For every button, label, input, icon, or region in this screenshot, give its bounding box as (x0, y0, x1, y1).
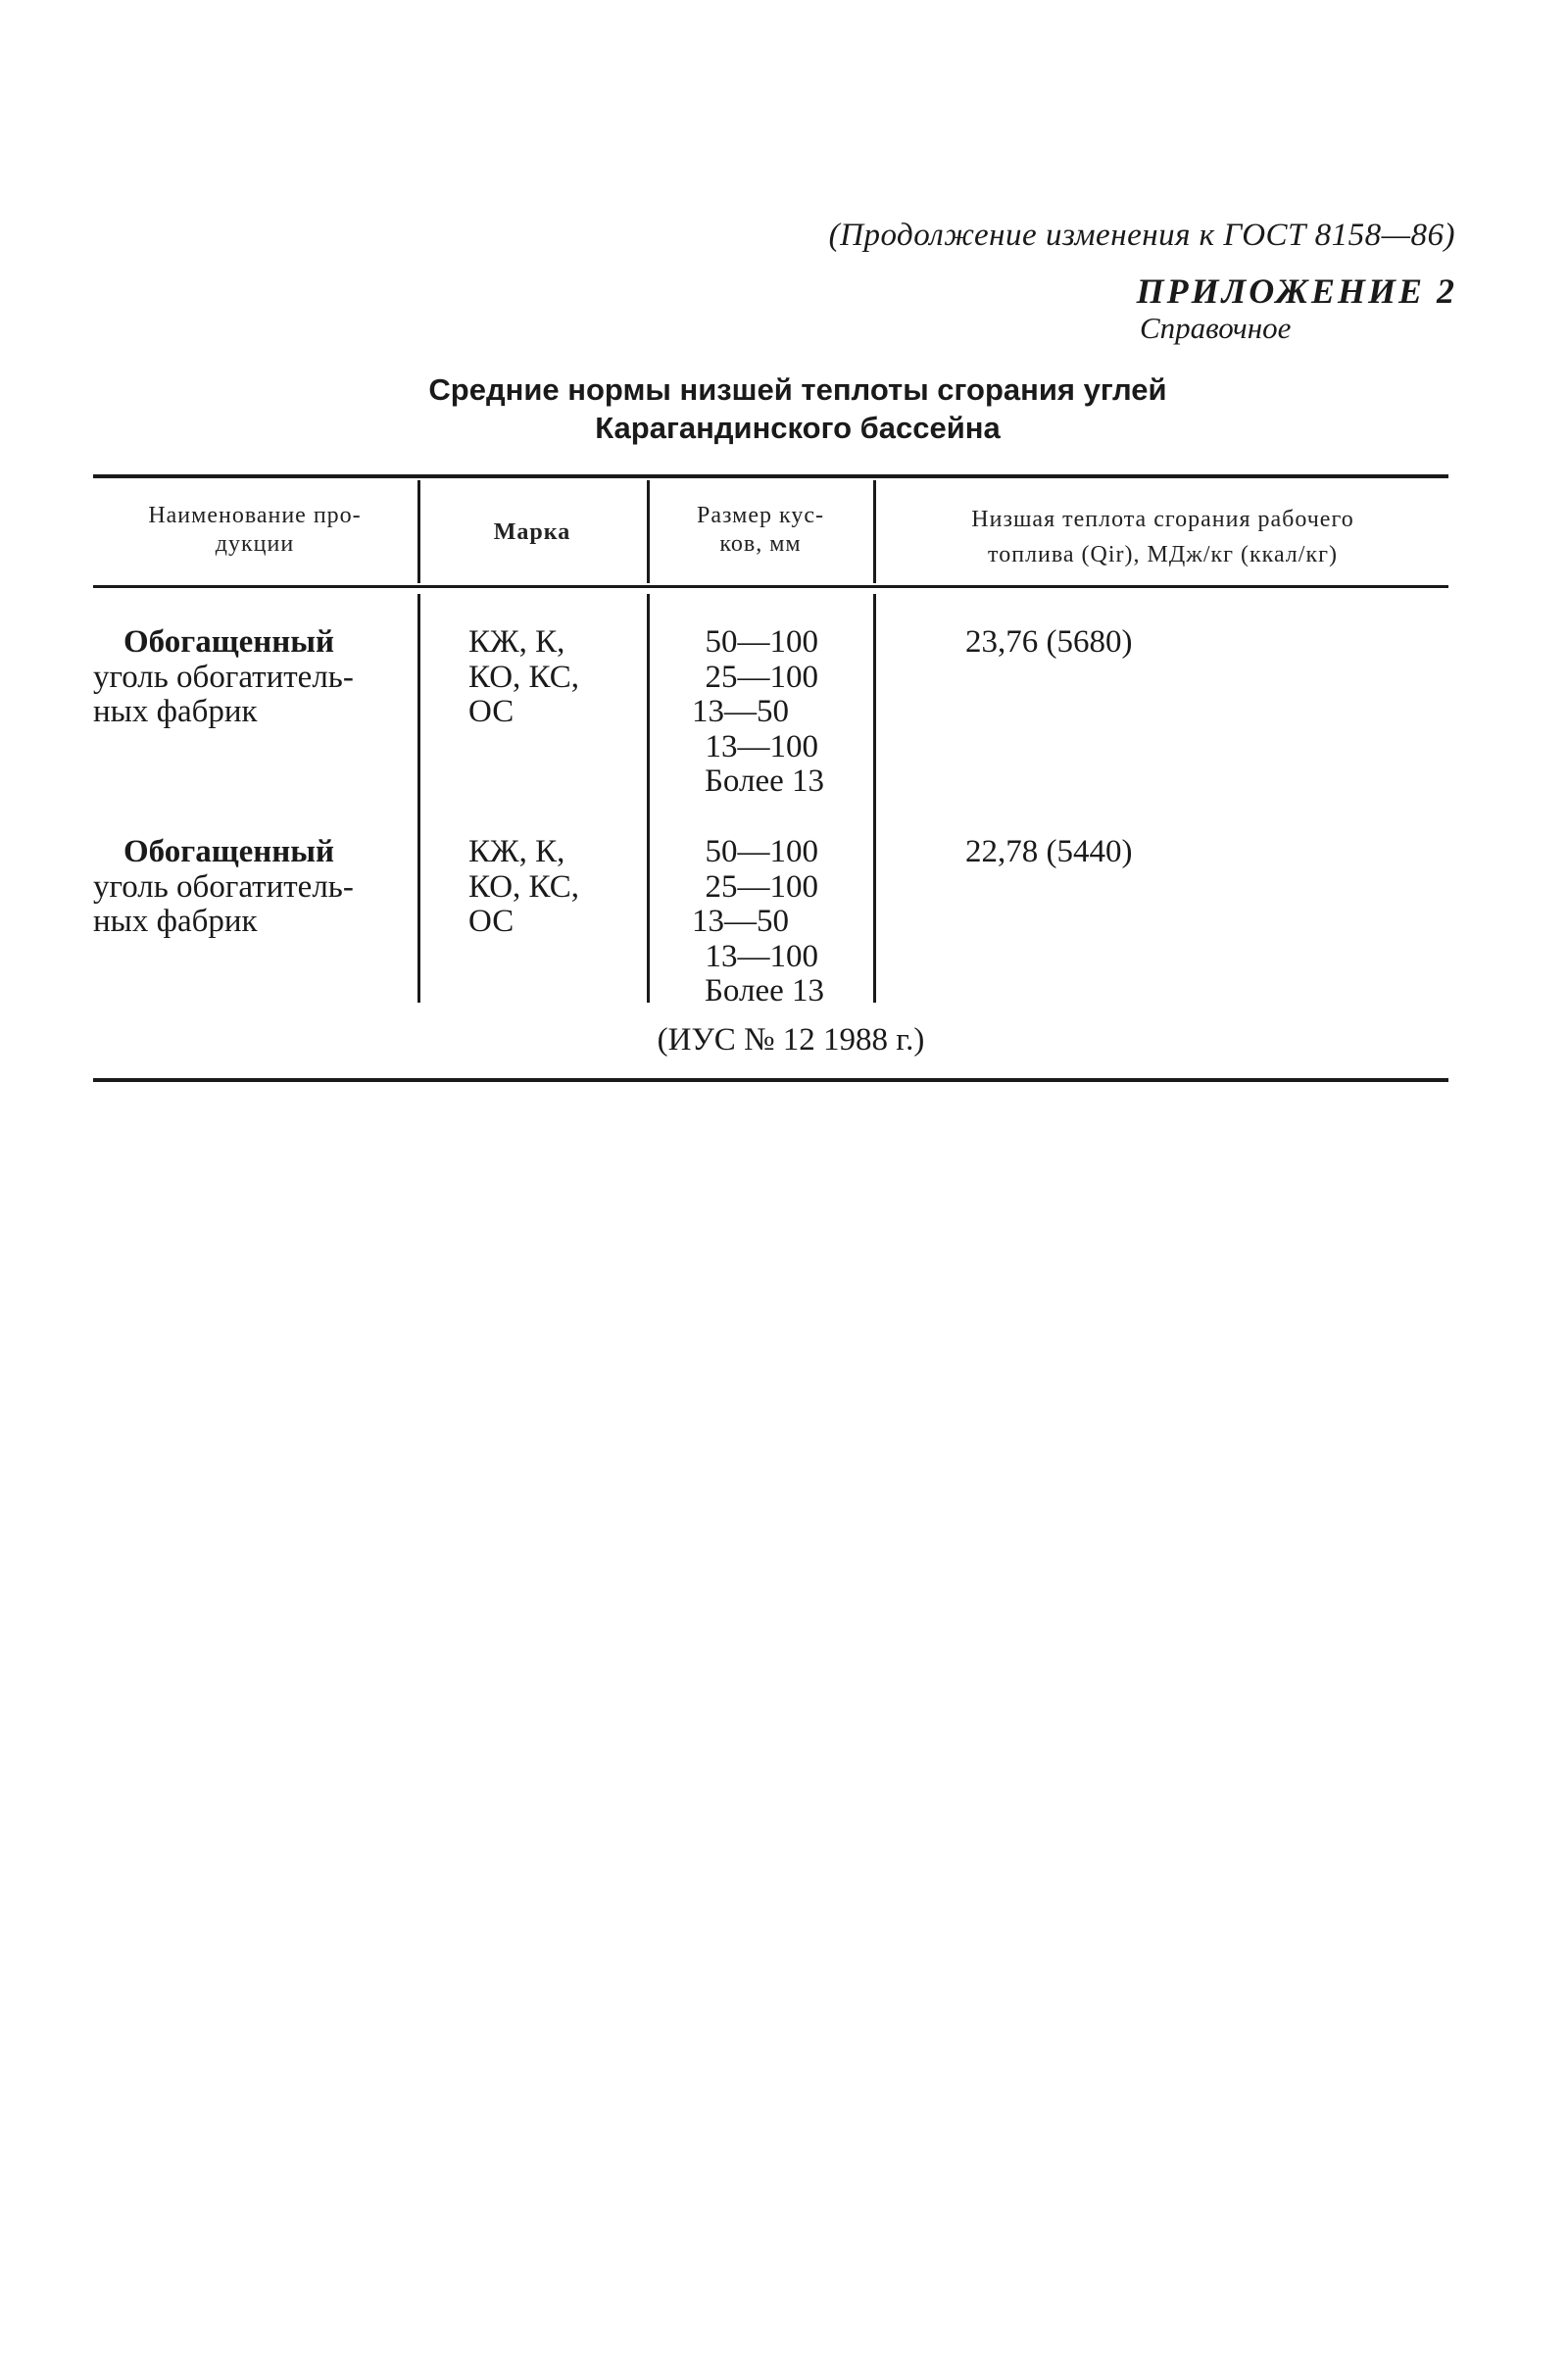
table-row-1-grade (468, 625, 579, 730)
table-row-2-grade (468, 835, 579, 940)
table-row-2-heat: 22,78 (5440) (965, 834, 1133, 869)
column-header-heat-line-2: топлива (Qir), МДж/кг (ккал/кг) (988, 542, 1338, 567)
header-divider-3 (873, 480, 876, 583)
column-header-product (98, 502, 412, 559)
table-header-rule (93, 585, 1448, 588)
row-1-grade-line-2: КО, КС, (468, 659, 579, 695)
table-top-rule (93, 474, 1448, 478)
row-2-product-line-1: Обогащенный (123, 834, 335, 869)
row-2-grade-line-1: КЖ, К, (468, 834, 565, 869)
body-divider-1 (417, 594, 420, 1003)
row-1-size-5: Более 13 (704, 763, 824, 799)
continuation-note: (Продолжение изменения к ГОСТ 8158—86) (828, 218, 1455, 253)
source-reference: (ИУС № 12 1988 г.) (657, 1022, 925, 1058)
column-header-size-line-2: ков, мм (719, 531, 802, 557)
row-2-size-5: Более 13 (704, 973, 824, 1009)
row-1-size-1: 50—100 (705, 624, 818, 660)
row-1-product-line-3: ных фабрик (93, 694, 258, 729)
row-2-size-1: 50—100 (705, 834, 818, 869)
table-row-2-sizes (657, 835, 867, 1009)
header-divider-2 (647, 480, 650, 583)
row-1-grade-line-1: КЖ, К, (468, 624, 565, 660)
table-row-1-heat: 23,76 (5680) (965, 624, 1133, 660)
appendix-note: Справочное (1140, 311, 1292, 345)
row-1-grade-line-3: ОС (468, 694, 514, 729)
table-row-1-sizes (657, 625, 867, 800)
body-divider-2 (647, 594, 650, 1003)
table-row-2-product (93, 835, 354, 940)
table-bottom-rule (93, 1078, 1448, 1082)
row-1-size-3: 13—50 (692, 694, 789, 729)
table-title-line-2: Карагандинского бассейна (595, 411, 1001, 445)
column-header-heat (877, 502, 1448, 572)
row-1-size-2: 25—100 (705, 659, 818, 695)
table-row-1-product (93, 625, 354, 730)
header-divider-1 (417, 480, 420, 583)
column-header-size (651, 502, 870, 559)
row-2-product-line-2: уголь обогатитель- (93, 868, 354, 905)
appendix-title: ПРИЛОЖЕНИЕ 2 (1136, 271, 1457, 311)
column-header-size-line-1: Размер кус- (697, 503, 824, 528)
column-header-product-line-2: дукции (215, 531, 295, 557)
row-2-size-2: 25—100 (705, 868, 818, 905)
row-1-product-line-2: уголь обогатитель- (93, 659, 354, 695)
body-divider-3 (873, 594, 876, 1003)
row-2-grade-line-3: ОС (468, 904, 514, 939)
column-header-grade: Марка (493, 519, 571, 545)
row-2-product-line-3: ных фабрик (93, 904, 258, 939)
table-title-line-1: Средние нормы низшей теплоты сгорания углей (428, 372, 1167, 407)
row-1-product-line-1: Обогащенный (123, 624, 335, 660)
row-2-size-4: 13—100 (705, 938, 818, 974)
table-title (0, 370, 1568, 447)
column-header-heat-line-1: Низшая теплота сгорания рабочего (971, 507, 1354, 532)
column-header-product-line-1: Наименование про- (148, 503, 362, 528)
row-2-size-3: 13—50 (692, 904, 789, 939)
row-2-grade-line-2: КО, КС, (468, 868, 579, 905)
row-1-size-4: 13—100 (705, 728, 818, 764)
